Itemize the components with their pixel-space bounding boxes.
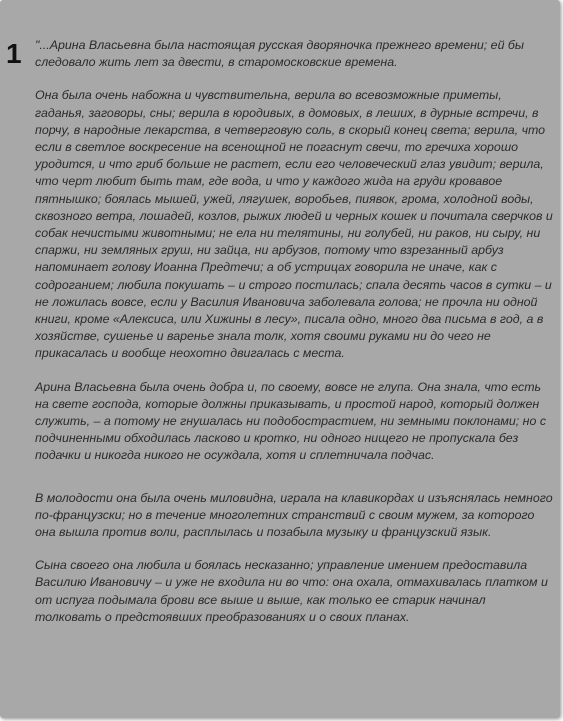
- quote-text: [35, 37, 553, 626]
- paragraph-3: Арина Власьевна была очень добра и, по своему, вовсе не глупа. Она знала, что есть на свете господа, которые должны приказывать, и простой народ, который должен служить, – а потому не гнушалась ни подобострастием, ни земными поклонами; но с подчиненными обходилась ласково и кротко, ни одного нищего не пропускала без подачки и никогда никого не осуждала, хотя и сплетничала подчас.: [35, 379, 547, 463]
- paragraph-2: Она была очень набожна и чувствительна, верила во всевозможные приметы, гаданья, заговоры, сны; верила в юродивых, в домовых, в леших, в дурные встречи, в порчу, в народные лекарства, в четверговую соль, в скорый конец света; верила, что если в светлое воскресение на всенощной не погаснут свечи, то гречиха хорошо уродится, и что гриб больше не растет, если его человеческий глаз увидит; верила, что черт любит быть там, где вода, и что у каждого жида на груди кровавое пятнышко; боялась мышей, ужей, лягушек, воробьев, пиявок, грома, холодной воды, сквозного ветра, лошадей, козлов, рыжих людей и черных кошек и почитала сверчков и собак нечистыми животными; не ела ни телятины, ни голубей, ни раков, ни сыру, ни спаржи, ни земляных груш, ни зайца, ни арбузов, потому что взрезанный арбуз напоминает голову Иоанна Предтечи; а об устрицах говорила не иначе, как с содроганием; любила покушать – и строго постилась; спала десять часов в сутки – и не ложилась вовсе, если у Василия Ивановича заболевала голова; не прочла ни одной книги, кроме «Алексиса, или Хижины в лесу», писала одно, много два письма в год, а в хозяйстве, сушенье и варенье знала толк, хотя своими руками ни до чего не прикасалась и вообще неохотно двигалась с места.: [35, 88, 553, 361]
- paragraph-4: В молодости она была очень миловидна, играла на клавикордах и изъяснялась немного по-французски; но в течение многолетних странствий с своим мужем, за которого она вышла против воли, расплылась и позабыла музыку и французский язык.: [35, 490, 553, 540]
- paragraph-1: "...Арина Власьевна была настоящая русская дворяночка прежнего времени; ей бы следовало жить лет за двести, в старомосковские времена.: [35, 38, 524, 70]
- item-number: 1: [6, 38, 22, 69]
- paragraph-5: Сына своего она любила и боялась несказанно; управление имением предоставила Василию Ивановичу – и уже не входила ни во что: она охала, отмахивалась платком и от испуга подымала брови все выше и выше, как только ее старик начинал толковать о предстоявших преобразованиях и о своих планах.: [35, 558, 548, 624]
